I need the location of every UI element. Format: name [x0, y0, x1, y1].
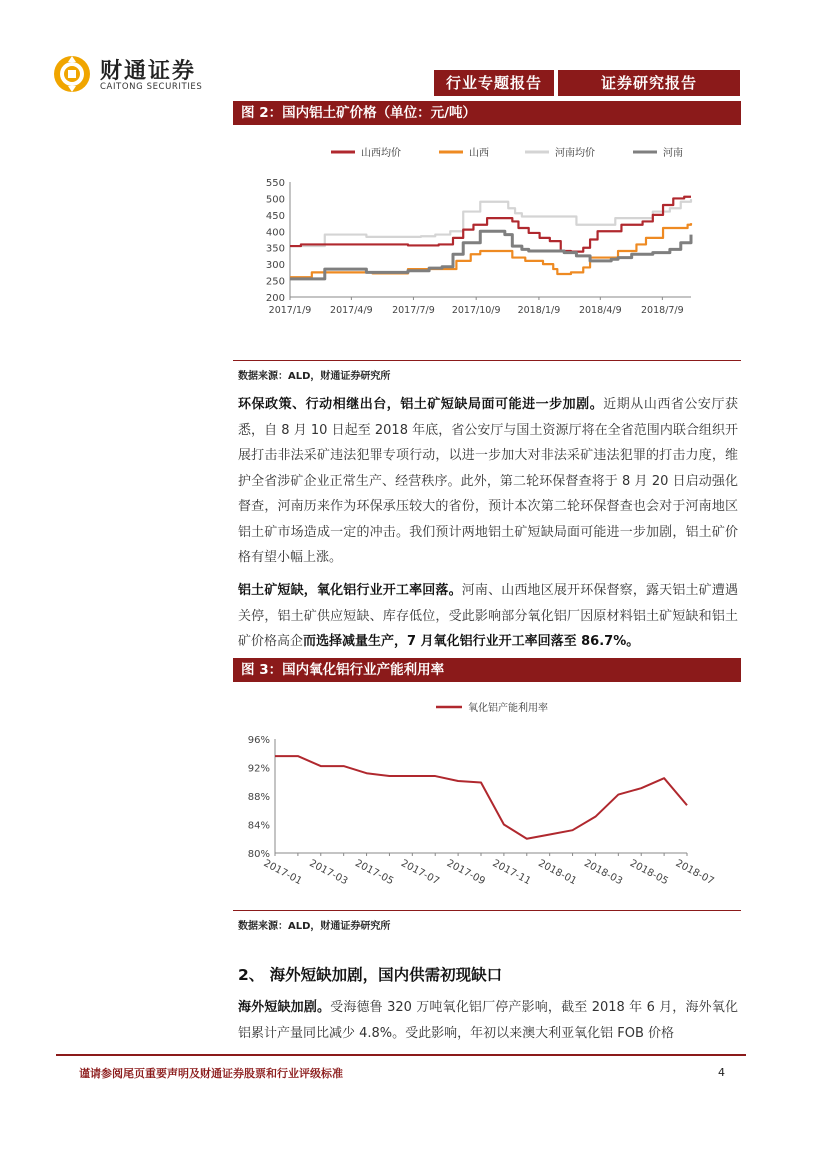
section-heading: 2、 海外短缺加剧，国内供需初现缺口 — [238, 966, 503, 984]
y-tick-label: 300 — [265, 260, 285, 272]
paragraph-overseas-shortage — [238, 995, 738, 1046]
x-tick-label: 2017/4/9 — [330, 305, 373, 316]
figure2-source: 数据来源：ALD，财通证券研究所 — [238, 371, 391, 382]
series-line — [275, 756, 687, 839]
x-tick-label: 2018/7/9 — [641, 305, 684, 316]
y-tick-label: 92% — [247, 763, 270, 775]
paragraph1-lead: 环保政策、行动相继出台，铝土矿短缺局面可能进一步加剧。 — [238, 397, 604, 412]
paragraph2-body: 河南、山西地区展开环保督察，露天铝土矿遭遇关停，铝土矿供应短缺、库存低位，受此影响部分氧化铝厂因原材料铝土矿短缺和铝土矿价格高企 — [238, 583, 738, 649]
figure3-source: 数据来源：ALD，财通证券研究所 — [238, 921, 391, 932]
footer-disclaimer: 谨请参阅尾页重要声明及财通证券股票和行业评级标准 — [79, 1067, 343, 1080]
y-tick-label: 450 — [265, 210, 285, 222]
x-tick-label: 2017-11 — [490, 857, 533, 888]
paragraph-environment-policy — [238, 392, 738, 571]
figure2-divider — [233, 360, 741, 361]
series-line — [290, 199, 691, 246]
alumina-utilization-chart — [233, 685, 741, 907]
y-tick-label: 550 — [265, 178, 285, 189]
paragraph3-lead: 海外短缺加剧。 — [238, 1000, 331, 1015]
x-tick-label: 2017/10/9 — [451, 305, 501, 316]
legend-label: 山西 — [469, 148, 489, 159]
x-tick-label: 2017-05 — [353, 857, 396, 888]
paragraph-alumina-utilization — [238, 578, 738, 655]
y-tick-label: 250 — [265, 276, 285, 288]
paragraph1-body: 近期从山西省公安厅获悉，自 8 月 10 日起至 2018 年底，省公安厅与国土资源厅将在全省范围内联合组织开展打击非法采矿违法犯罪专项行动，以进一步加大对非法采矿违法犯罪的打击力度，维护全省涉矿企业正常生产、经营秩序。此外，第二轮环保督查将于 8 月 20 日启动强化督查，河南历来作为环保承压较大的省份，预计本次第二轮环保督查也会对于河南地区铝土矿市场造成一定的冲击。我们预计两地铝土矿短缺局面可能进一步加剧，铝土矿价格有望小幅上涨。 — [238, 397, 738, 565]
x-tick-label: 2017/1/9 — [268, 305, 312, 316]
x-tick-label: 2017-09 — [444, 857, 487, 888]
x-tick-label: 2018/1/9 — [517, 305, 561, 316]
series-line — [290, 197, 691, 252]
x-tick-label: 2018-07 — [673, 857, 716, 888]
x-tick-label: 2018-03 — [582, 857, 625, 888]
x-tick-label: 2018-05 — [627, 857, 670, 888]
legend-label: 河南均价 — [555, 148, 595, 159]
page-number: 4 — [718, 1066, 725, 1079]
paragraph3-body: 受海德鲁 320 万吨氧化铝厂停产影响，截至 2018 年 6 月，海外氧化铝累计产量同比减少 4.8%。受此影响，年初以来澳大利亚氧化铝 FOB 价格 — [238, 1000, 738, 1041]
footer-divider — [56, 1054, 746, 1056]
y-tick-label: 350 — [265, 243, 285, 255]
report-type-tab: 行业专题报告 — [434, 70, 554, 96]
legend-label: 河南 — [663, 148, 683, 159]
figure2-title: 图 2：国内铝土矿价格（单位：元/吨） — [233, 101, 741, 125]
legend-label: 山西均价 — [361, 148, 401, 159]
y-tick-label: 96% — [247, 735, 270, 746]
y-tick-label: 80% — [247, 849, 270, 860]
paragraph2-lead: 铝土矿短缺，氧化铝行业开工率回落。 — [238, 583, 462, 598]
paragraph2-conclusion: 而选择减量生产，7 月氧化铝行业开工率回落至 86.7%。 — [303, 634, 640, 649]
y-tick-label: 88% — [247, 792, 270, 803]
logo-name-cn: 财通证券 — [100, 58, 197, 84]
y-tick-label: 400 — [265, 227, 285, 239]
company-logo — [52, 52, 217, 96]
logo-name-en: CAITONG SECURITIES — [100, 82, 203, 92]
x-tick-label: 2018-01 — [536, 857, 579, 888]
report-category-tab: 证券研究报告 — [558, 70, 740, 96]
legend-label: 氧化铝产能利用率 — [468, 703, 548, 714]
x-tick-label: 2017-01 — [261, 857, 304, 888]
x-tick-label: 2017/7/9 — [392, 305, 435, 316]
y-tick-label: 200 — [265, 293, 285, 304]
bauxite-price-chart — [233, 128, 741, 356]
caitong-logo-icon — [52, 54, 92, 94]
figure3-title: 图 3：国内氧化铝行业产能利用率 — [233, 658, 741, 682]
figure3-divider — [233, 910, 741, 911]
y-tick-label: 84% — [247, 820, 270, 832]
y-tick-label: 500 — [265, 194, 285, 206]
x-tick-label: 2018/4/9 — [578, 305, 622, 316]
x-tick-label: 2017-07 — [398, 857, 441, 888]
x-tick-label: 2017-03 — [307, 857, 350, 888]
